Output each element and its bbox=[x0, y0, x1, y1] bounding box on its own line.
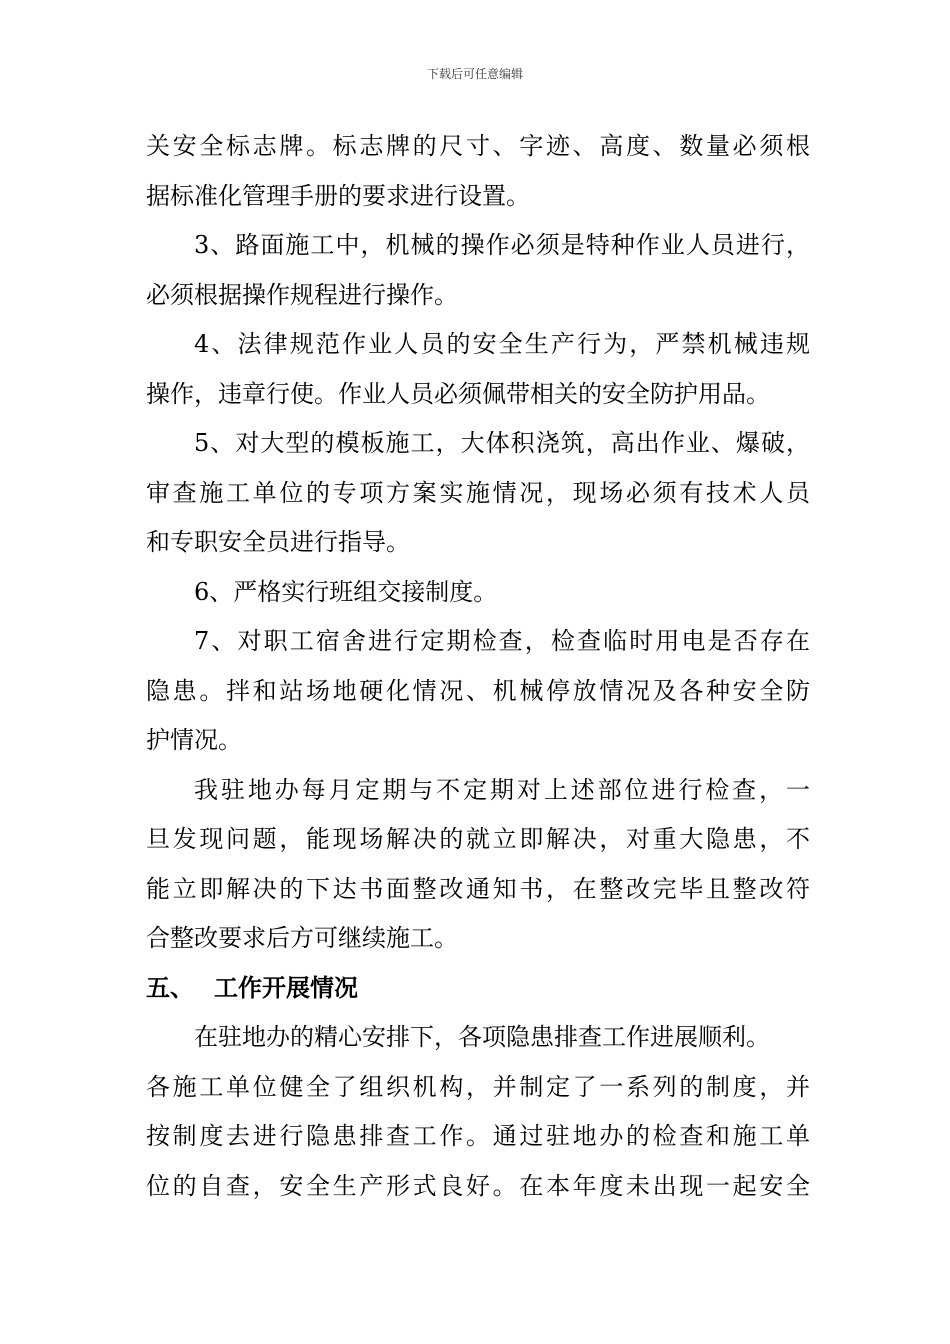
text-line: 位的自查，安全生产形式良好。在本年度未出现一起安全 bbox=[146, 1171, 810, 1200]
text-line: 我驻地办每月定期与不定期对上述部位进行检查，一 bbox=[194, 775, 810, 804]
section-title: 工作开展情况 bbox=[214, 973, 358, 1002]
text-line: 合整改要求后方可继续施工。 bbox=[146, 924, 458, 952]
text-line: 6、严格实行班组交接制度。 bbox=[194, 577, 498, 606]
section-number: 五、 bbox=[146, 973, 194, 1002]
text-line: 护情况。 bbox=[146, 726, 242, 754]
document-body bbox=[146, 122, 810, 1211]
text-line: 按制度去进行隐患排查工作。通过驻地办的检查和施工单 bbox=[146, 1122, 810, 1150]
text-line: 3、路面施工中，机械的操作必须是特种作业人员进行， bbox=[194, 231, 810, 259]
section-heading bbox=[146, 964, 810, 1014]
text-line: 7、对职工宿舍进行定期检查，检查临时用电是否存在 bbox=[194, 627, 810, 655]
text-line: 旦发现问题，能现场解决的就立即解决，对重大隐患，不 bbox=[146, 825, 810, 853]
page-header-note: 下载后可任意编辑 bbox=[426, 67, 523, 81]
text-line: 5、对大型的模板施工，大体积浇筑，高出作业、爆破， bbox=[194, 429, 810, 457]
text-line: 在驻地办的精心安排下，各项隐患排查工作进展顺利。 bbox=[194, 1023, 770, 1051]
text-line: 隐患。拌和站场地硬化情况、机械停放情况及各种安全防 bbox=[146, 676, 810, 705]
text-line: 操作，违章行使。作业人员必须佩带相关的安全防护用品。 bbox=[146, 379, 770, 408]
text-line: 能立即解决的下达书面整改通知书，在整改完毕且整改符 bbox=[146, 874, 810, 903]
text-line: 据标准化管理手册的要求进行设置。 bbox=[146, 181, 530, 210]
text-line: 关安全标志牌。标志牌的尺寸、字迹、高度、数量必须根 bbox=[146, 132, 810, 160]
text-line: 必须根据操作规程进行操作。 bbox=[146, 280, 458, 309]
text-line: 审查施工单位的专项方案实施情况，现场必须有技术人员 bbox=[146, 478, 810, 507]
text-line: 各施工单位健全了组织机构，并制定了一系列的制度，并 bbox=[146, 1072, 810, 1101]
text-line: 4、法律规范作业人员的安全生产行为，严禁机械违规 bbox=[194, 330, 810, 358]
text-line: 和专职安全员进行指导。 bbox=[146, 528, 410, 556]
